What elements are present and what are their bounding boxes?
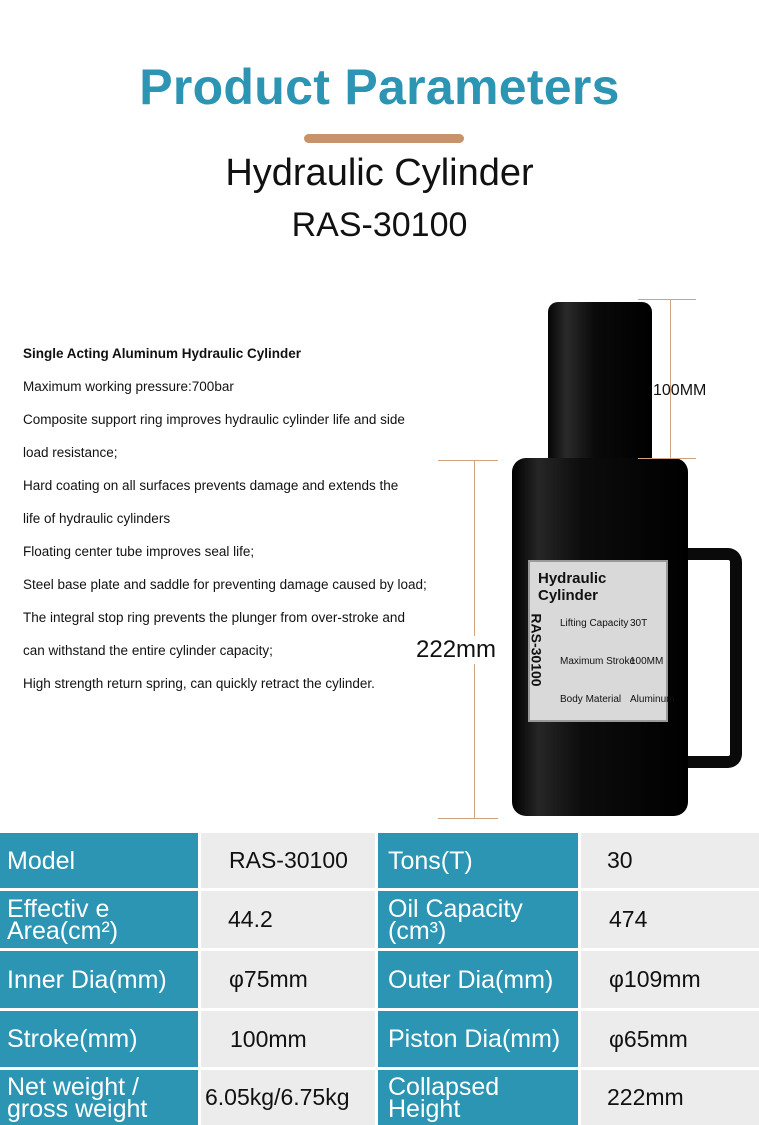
spec-label: Piston Dia(mm) [378, 1011, 578, 1067]
description-line: Composite support ring improves hydraulic cylinder life and side [23, 412, 405, 427]
description-line: High strength return spring, can quickly retract the cylinder. [23, 676, 375, 691]
height-dimension-label: 222mm [416, 636, 497, 663]
product-model: RAS-30100 [291, 206, 468, 244]
spec-value: φ75mm [201, 951, 375, 1008]
feature-description [23, 337, 483, 700]
spec-label: Stroke(mm) [0, 1011, 198, 1067]
nameplate-row-label: Body Material [560, 694, 622, 705]
description-line: can withstand the entire cylinder capacity; [23, 643, 273, 658]
spec-label: Inner Dia(mm) [0, 951, 198, 1008]
spec-value: 30 [581, 833, 759, 888]
spec-table [0, 833, 759, 1125]
spec-value: φ109mm [581, 951, 759, 1008]
nameplate-title: Hydraulic Cylinder [538, 570, 607, 604]
description-heading: Single Acting Aluminum Hydraulic Cylinder [23, 346, 302, 361]
nameplate-row [560, 694, 675, 705]
description-line: The integral stop ring prevents the plunger from over-stroke and [23, 610, 405, 625]
description-line: Maximum working pressure:700bar [23, 379, 234, 394]
description-line: load resistance; [23, 445, 118, 460]
height-dimension-top [438, 460, 498, 461]
spec-label: Outer Dia(mm) [378, 951, 578, 1008]
description-line: Floating center tube improves seal life; [23, 544, 255, 559]
spec-value: φ65mm [581, 1011, 759, 1067]
nameplate-row-value: 30T [630, 618, 648, 629]
nameplate-row [560, 618, 648, 629]
description-line: life of hydraulic cylinders [23, 511, 171, 526]
spec-value: 222mm [581, 1070, 759, 1125]
spec-label: Oil Capacity (cm³) [378, 891, 578, 948]
nameplate-row [560, 656, 664, 667]
page-title: Product Parameters [139, 59, 620, 115]
nameplate-row-label: Lifting Capacity [560, 618, 629, 629]
nameplate-row-value: 100MM [630, 656, 664, 667]
description-line: Steel base plate and saddle for preventing damage caused by load; [23, 577, 427, 592]
stroke-dimension-line [670, 299, 671, 459]
spec-value: 474 [581, 891, 759, 948]
spec-label: Model [0, 833, 198, 888]
spec-value: 44.2 [201, 891, 375, 948]
description-line: Hard coating on all surfaces prevents damage and extends the [23, 478, 399, 493]
stroke-dimension-top [638, 299, 696, 300]
stroke-dimension-bottom [638, 458, 696, 459]
cylinder-nameplate [528, 560, 675, 722]
height-dimension-bottom [438, 818, 498, 819]
nameplate-model: RAS-30100 [528, 613, 545, 687]
spec-value: 100mm [201, 1011, 375, 1067]
spec-label: Effectiv e Area(cm²) [0, 891, 198, 948]
spec-value: 6.05kg/6.75kg [201, 1070, 375, 1125]
title-divider [304, 134, 464, 143]
nameplate-row-label: Maximum Stroke [560, 656, 636, 667]
product-name: Hydraulic Cylinder [225, 152, 534, 194]
spec-value: RAS-30100 [201, 833, 375, 888]
cylinder-plunger [548, 302, 652, 472]
spec-label: Net weight / gross weight [0, 1070, 198, 1125]
spec-label: Collapsed Height [378, 1070, 578, 1125]
stroke-dimension-label: 100MM [653, 382, 707, 399]
spec-label: Tons(T) [378, 833, 578, 888]
nameplate-row-value: Aluminum [630, 694, 675, 705]
